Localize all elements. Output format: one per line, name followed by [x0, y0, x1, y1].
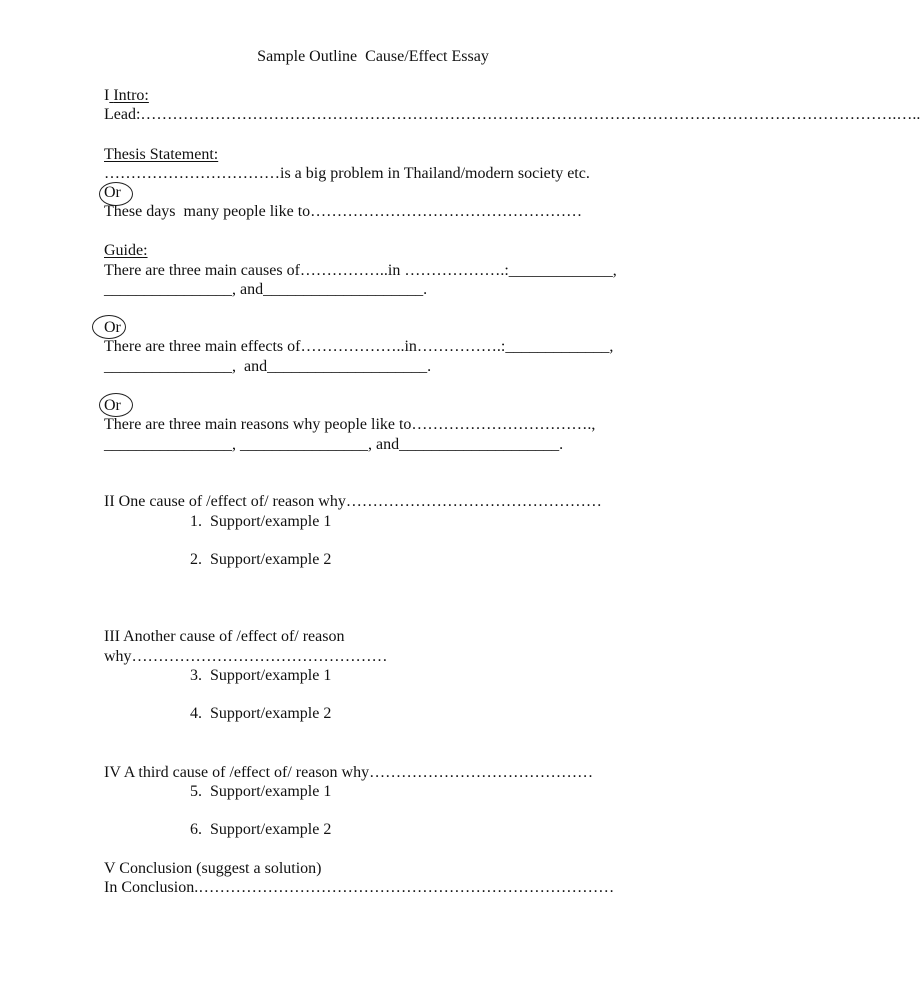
section-2-item: 2. Support/example 2 [190, 551, 332, 568]
guide-reasons-line-1: There are three main reasons why people like to……………………………., [104, 416, 596, 433]
thesis-line-1: ……………………………is a big problem in Thailand/modern society etc. [104, 165, 590, 182]
section-3-heading-line-1: III Another cause of /effect of/ reason [104, 628, 345, 645]
guide-causes-line-2: ________________, and____________________. [104, 281, 428, 298]
section-2-item: 1. Support/example 1 [190, 513, 332, 530]
or-label-2: Or [104, 319, 121, 336]
guide-causes-line-1: There are three main causes of……………..in ……………….:_____________, [104, 262, 617, 279]
section-3-heading-line-2: why………………………………………… [104, 648, 388, 665]
or-label-3: Or [104, 397, 121, 414]
intro-label: Intro: [113, 87, 149, 104]
intro-heading [104, 86, 149, 105]
section-5-heading: V Conclusion (suggest a solution) [104, 860, 322, 877]
intro-numeral: I [104, 87, 110, 104]
or-label-1: Or [104, 184, 121, 201]
thesis-line-2: These days many people like to…………………………………………… [104, 203, 583, 220]
section-2-heading: II One cause of /effect of/ reason why………………………………………… [104, 493, 602, 510]
section-4-item: 6. Support/example 2 [190, 821, 332, 838]
conclusion-line: In Conclusion.…………………………………………………………………… [104, 879, 615, 896]
section-4-heading: IV A third cause of /effect of/ reason why…………………………………… [104, 764, 594, 781]
lead-line: Lead:…………………………………………………………………………………………………………………………….….. [104, 106, 920, 123]
section-4-item: 5. Support/example 1 [190, 783, 332, 800]
thesis-heading: Thesis Statement: [104, 146, 219, 163]
guide-effects-line-2: ________________, and____________________. [104, 358, 432, 375]
guide-effects-line-1: There are three main effects of………………..in…………….:_____________, [104, 338, 614, 355]
document-title: Sample Outline Cause/Effect Essay [257, 48, 489, 65]
section-3-item: 3. Support/example 1 [190, 667, 332, 684]
guide-heading: Guide: [104, 242, 148, 259]
guide-reasons-line-2: ________________, ________________, and____________________. [104, 436, 564, 453]
section-3-item: 4. Support/example 2 [190, 705, 332, 722]
